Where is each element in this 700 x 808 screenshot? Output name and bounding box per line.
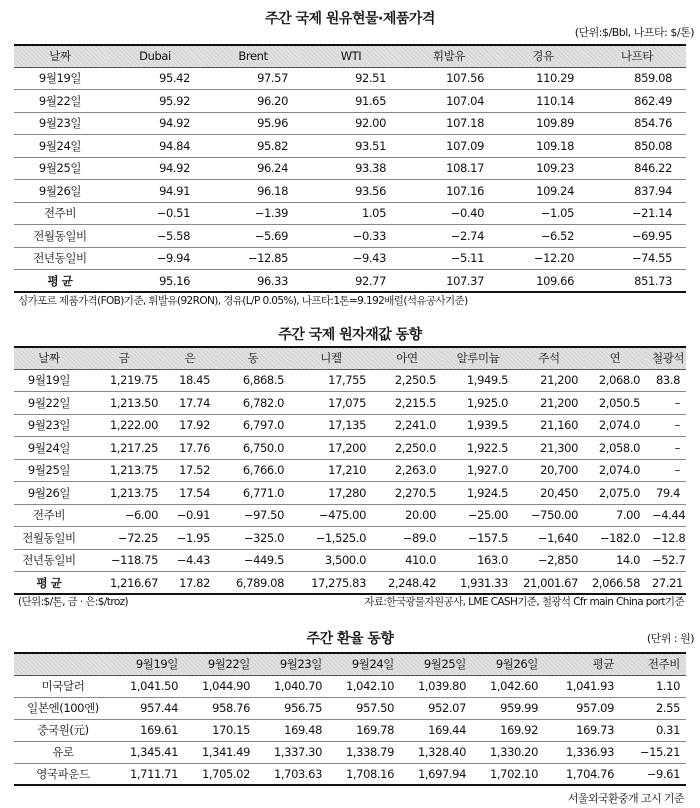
table-cell: 79.4 bbox=[646, 482, 686, 505]
table-cell: −2,850 bbox=[514, 549, 584, 572]
row-label: 9월22일 bbox=[14, 90, 106, 113]
table-cell: 94.84 bbox=[106, 135, 204, 158]
row-label: 유로 bbox=[14, 741, 112, 763]
table-cell: 1,705.02 bbox=[184, 763, 256, 785]
fx-section-title: 주간 환율 동향 bbox=[306, 631, 394, 647]
table-cell: 17.74 bbox=[164, 392, 216, 415]
table-cell: −325.0 bbox=[216, 527, 290, 550]
oil-section-title: 주간 국제 원유현물·제품가격 bbox=[265, 11, 435, 27]
table-cell: 92.51 bbox=[302, 67, 400, 90]
table-cell: −1.05 bbox=[498, 202, 588, 225]
table-cell: −97.50 bbox=[216, 504, 290, 527]
table-row bbox=[14, 527, 686, 550]
table-cell: – bbox=[646, 392, 686, 415]
table-cell: 2,270.5 bbox=[372, 482, 442, 505]
table-cell: −12.20 bbox=[498, 247, 588, 270]
table-cell: 2,215.5 bbox=[372, 392, 442, 415]
metals-price-table bbox=[14, 346, 686, 595]
row-label: 일본엔(100엔) bbox=[14, 697, 112, 719]
table-row bbox=[14, 369, 686, 392]
table-cell: 959.99 bbox=[472, 697, 544, 719]
column-header: 날짜 bbox=[14, 45, 106, 67]
table-cell: 952.07 bbox=[400, 697, 472, 719]
table-cell: 109.66 bbox=[498, 270, 588, 293]
table-row bbox=[14, 90, 686, 113]
table-cell: −5.11 bbox=[400, 247, 498, 270]
table-cell: −1.39 bbox=[204, 202, 302, 225]
table-cell: 956.75 bbox=[256, 697, 328, 719]
row-label: 전주비 bbox=[14, 504, 84, 527]
column-header: 휘발유 bbox=[400, 45, 498, 67]
table-cell: −4.44 bbox=[646, 504, 686, 527]
column-header: 전주비 bbox=[620, 653, 686, 675]
table-row bbox=[14, 763, 686, 785]
table-cell: 92.00 bbox=[302, 112, 400, 135]
table-cell: 97.57 bbox=[204, 67, 302, 90]
table-cell: 2,248.42 bbox=[372, 572, 442, 595]
table-cell: 2,250.0 bbox=[372, 437, 442, 460]
metals-section-title: 주간 국제 원자재값 동향 bbox=[278, 327, 422, 343]
table-cell: 1.10 bbox=[620, 675, 686, 697]
table-cell: 2,058.0 bbox=[584, 437, 646, 460]
table-cell: 17,275.83 bbox=[290, 572, 372, 595]
table-row bbox=[14, 270, 686, 293]
column-header: 9월25일 bbox=[400, 653, 472, 675]
column-header: 9월19일 bbox=[112, 653, 184, 675]
table-cell: 17,135 bbox=[290, 414, 372, 437]
table-cell: 170.15 bbox=[184, 719, 256, 741]
table-cell: 1,925.0 bbox=[442, 392, 514, 415]
table-cell: 14.0 bbox=[584, 549, 646, 572]
table-row bbox=[14, 180, 686, 203]
table-cell: 21,200 bbox=[514, 392, 584, 415]
table-cell: – bbox=[646, 414, 686, 437]
table-cell: 17.52 bbox=[164, 459, 216, 482]
table-cell: 2,074.0 bbox=[584, 414, 646, 437]
table-cell: 107.16 bbox=[400, 180, 498, 203]
table-cell: 2,263.0 bbox=[372, 459, 442, 482]
table-cell: 1,931.33 bbox=[442, 572, 514, 595]
table-cell: 93.51 bbox=[302, 135, 400, 158]
table-row bbox=[14, 549, 686, 572]
table-cell: 1.05 bbox=[302, 202, 400, 225]
table-cell: 169.44 bbox=[400, 719, 472, 741]
table-cell: 96.20 bbox=[204, 90, 302, 113]
row-label: 9월24일 bbox=[14, 437, 84, 460]
table-cell: 95.16 bbox=[106, 270, 204, 293]
table-row bbox=[14, 437, 686, 460]
table-cell: 1,337.30 bbox=[256, 741, 328, 763]
table-row bbox=[14, 225, 686, 248]
table-cell: −69.95 bbox=[588, 225, 686, 248]
table-cell: 6,766.0 bbox=[216, 459, 290, 482]
table-cell: 95.92 bbox=[106, 90, 204, 113]
table-cell: −750.00 bbox=[514, 504, 584, 527]
table-cell: 107.37 bbox=[400, 270, 498, 293]
table-cell: 21,300 bbox=[514, 437, 584, 460]
table-row bbox=[14, 572, 686, 595]
table-cell: 21,200 bbox=[514, 369, 584, 392]
table-cell: 7.00 bbox=[584, 504, 646, 527]
table-cell: 1,703.63 bbox=[256, 763, 328, 785]
table-cell: 1,949.5 bbox=[442, 369, 514, 392]
table-cell: 957.44 bbox=[112, 697, 184, 719]
table-cell: 107.18 bbox=[400, 112, 498, 135]
row-label: 9월19일 bbox=[14, 369, 84, 392]
column-header: 주석 bbox=[514, 347, 584, 369]
table-row bbox=[14, 459, 686, 482]
table-cell: 93.56 bbox=[302, 180, 400, 203]
table-cell: – bbox=[646, 437, 686, 460]
table-cell: 110.14 bbox=[498, 90, 588, 113]
row-label: 전월동일비 bbox=[14, 527, 84, 550]
table-cell: 20.00 bbox=[372, 504, 442, 527]
table-cell: 95.82 bbox=[204, 135, 302, 158]
table-cell: 410.0 bbox=[372, 549, 442, 572]
table-cell: 1,217.25 bbox=[84, 437, 164, 460]
table-cell: 1,924.5 bbox=[442, 482, 514, 505]
column-header: Dubai bbox=[106, 45, 204, 67]
table-cell: 957.09 bbox=[544, 697, 620, 719]
table-cell: −9.61 bbox=[620, 763, 686, 785]
table-cell: −74.55 bbox=[588, 247, 686, 270]
table-cell: 1,213.50 bbox=[84, 392, 164, 415]
table-cell: 1,041.93 bbox=[544, 675, 620, 697]
table-cell: −52.7 bbox=[646, 549, 686, 572]
fx-unit-note: (단위 : 원) bbox=[646, 632, 694, 645]
row-label: 9월22일 bbox=[14, 392, 84, 415]
table-cell: 1,336.93 bbox=[544, 741, 620, 763]
table-cell: 169.48 bbox=[256, 719, 328, 741]
table-cell: 94.92 bbox=[106, 157, 204, 180]
table-row bbox=[14, 414, 686, 437]
table-cell: 2.55 bbox=[620, 697, 686, 719]
column-header: 9월24일 bbox=[328, 653, 400, 675]
table-cell: 846.22 bbox=[588, 157, 686, 180]
table-cell: −0.33 bbox=[302, 225, 400, 248]
table-cell: 96.24 bbox=[204, 157, 302, 180]
table-cell: 850.08 bbox=[588, 135, 686, 158]
table-cell: −9.43 bbox=[302, 247, 400, 270]
table-cell: 6,789.08 bbox=[216, 572, 290, 595]
oil-price-table bbox=[14, 44, 686, 293]
table-cell: 958.76 bbox=[184, 697, 256, 719]
table-cell: 17.54 bbox=[164, 482, 216, 505]
table-cell: −72.25 bbox=[84, 527, 164, 550]
oil-footnote: 싱가포르 제품가격(FOB)기준, 휘발유(92RON), 경유(L/P 0.05%), 나프타:1톤=9.192배럴(석유공사기준) bbox=[18, 295, 468, 307]
column-header: 동 bbox=[216, 347, 290, 369]
table-cell: 1,697.94 bbox=[400, 763, 472, 785]
table-cell: 20,450 bbox=[514, 482, 584, 505]
row-label: 평 균 bbox=[14, 270, 106, 293]
table-row bbox=[14, 202, 686, 225]
table-cell: −12.85 bbox=[204, 247, 302, 270]
table-cell: 93.38 bbox=[302, 157, 400, 180]
table-cell: 17.92 bbox=[164, 414, 216, 437]
table-cell: 1,708.16 bbox=[328, 763, 400, 785]
table-cell: −4.43 bbox=[164, 549, 216, 572]
table-cell: 6,750.0 bbox=[216, 437, 290, 460]
table-cell: 92.77 bbox=[302, 270, 400, 293]
row-label: 전월동일비 bbox=[14, 225, 106, 248]
table-cell: 6,771.0 bbox=[216, 482, 290, 505]
row-label: 영국파운드 bbox=[14, 763, 112, 785]
table-cell: 169.61 bbox=[112, 719, 184, 741]
table-cell: 96.18 bbox=[204, 180, 302, 203]
row-label: 9월26일 bbox=[14, 482, 84, 505]
metals-source-note: 자료:한국광물자원공사, LME CASH기준, 철광석 Cfr main China port기준 bbox=[364, 596, 684, 608]
table-row bbox=[14, 675, 686, 697]
column-header: 평균 bbox=[544, 653, 620, 675]
table-cell: 1,927.0 bbox=[442, 459, 514, 482]
table-cell: 163.0 bbox=[442, 549, 514, 572]
column-header: Brent bbox=[204, 45, 302, 67]
row-label: 평 균 bbox=[14, 572, 84, 595]
row-label: 9월26일 bbox=[14, 180, 106, 203]
table-row bbox=[14, 719, 686, 741]
table-cell: 109.24 bbox=[498, 180, 588, 203]
table-cell: −1.95 bbox=[164, 527, 216, 550]
table-cell: 17,280 bbox=[290, 482, 372, 505]
row-label: 9월23일 bbox=[14, 414, 84, 437]
row-label: 미국달러 bbox=[14, 675, 112, 697]
table-cell: 6,797.0 bbox=[216, 414, 290, 437]
table-cell: 109.89 bbox=[498, 112, 588, 135]
row-label: 9월23일 bbox=[14, 112, 106, 135]
table-cell: −6.52 bbox=[498, 225, 588, 248]
row-label: 전년동일비 bbox=[14, 247, 106, 270]
table-cell: −118.75 bbox=[84, 549, 164, 572]
table-cell: 1,338.79 bbox=[328, 741, 400, 763]
table-cell: 169.78 bbox=[328, 719, 400, 741]
table-cell: 1,213.75 bbox=[84, 482, 164, 505]
table-cell: −475.00 bbox=[290, 504, 372, 527]
table-row bbox=[14, 697, 686, 719]
column-header: 연 bbox=[584, 347, 646, 369]
column-header: 아연 bbox=[372, 347, 442, 369]
table-cell: 20,700 bbox=[514, 459, 584, 482]
table-cell: −6.00 bbox=[84, 504, 164, 527]
table-cell: 854.76 bbox=[588, 112, 686, 135]
table-row bbox=[14, 392, 686, 415]
table-cell: 1,041.50 bbox=[112, 675, 184, 697]
column-header: 경유 bbox=[498, 45, 588, 67]
column-header: 은 bbox=[164, 347, 216, 369]
row-label: 9월24일 bbox=[14, 135, 106, 158]
table-row bbox=[14, 67, 686, 90]
table-cell: 21,160 bbox=[514, 414, 584, 437]
table-cell: 2,074.0 bbox=[584, 459, 646, 482]
table-cell: 169.73 bbox=[544, 719, 620, 741]
table-cell: 1,042.60 bbox=[472, 675, 544, 697]
table-cell: 110.29 bbox=[498, 67, 588, 90]
table-cell: −25.00 bbox=[442, 504, 514, 527]
table-cell: – bbox=[646, 459, 686, 482]
table-cell: 107.04 bbox=[400, 90, 498, 113]
table-cell: 1,044.90 bbox=[184, 675, 256, 697]
table-cell: 1,711.71 bbox=[112, 763, 184, 785]
table-cell: 1,042.10 bbox=[328, 675, 400, 697]
column-header: 9월22일 bbox=[184, 653, 256, 675]
table-cell: −0.51 bbox=[106, 202, 204, 225]
column-header: 나프타 bbox=[588, 45, 686, 67]
table-cell: −89.0 bbox=[372, 527, 442, 550]
table-cell: 851.73 bbox=[588, 270, 686, 293]
row-label: 9월19일 bbox=[14, 67, 106, 90]
column-header: 금 bbox=[84, 347, 164, 369]
table-cell: 862.49 bbox=[588, 90, 686, 113]
table-cell: 17,210 bbox=[290, 459, 372, 482]
table-cell: 109.23 bbox=[498, 157, 588, 180]
column-header: 날짜 bbox=[14, 347, 84, 369]
table-row bbox=[14, 112, 686, 135]
table-cell: 2,050.5 bbox=[584, 392, 646, 415]
table-cell: 1,216.67 bbox=[84, 572, 164, 595]
table-header-row bbox=[14, 347, 686, 369]
table-cell: 1,328.40 bbox=[400, 741, 472, 763]
table-cell: 95.42 bbox=[106, 67, 204, 90]
table-cell: 859.08 bbox=[588, 67, 686, 90]
table-cell: 91.65 bbox=[302, 90, 400, 113]
table-cell: 107.09 bbox=[400, 135, 498, 158]
table-cell: −5.69 bbox=[204, 225, 302, 248]
table-cell: 1,330.20 bbox=[472, 741, 544, 763]
table-cell: 1,341.49 bbox=[184, 741, 256, 763]
table-cell: 1,702.10 bbox=[472, 763, 544, 785]
table-header-row bbox=[14, 45, 686, 67]
table-cell: 1,213.75 bbox=[84, 459, 164, 482]
fx-rate-table bbox=[14, 652, 686, 786]
table-cell: −449.5 bbox=[216, 549, 290, 572]
table-cell: −21.14 bbox=[588, 202, 686, 225]
table-cell: 1,222.00 bbox=[84, 414, 164, 437]
table-cell: 17,200 bbox=[290, 437, 372, 460]
table-cell: 3,500.0 bbox=[290, 549, 372, 572]
table-cell: 169.92 bbox=[472, 719, 544, 741]
table-cell: −12.8 bbox=[646, 527, 686, 550]
column-header: 니켈 bbox=[290, 347, 372, 369]
table-cell: 95.96 bbox=[204, 112, 302, 135]
table-cell: −15.21 bbox=[620, 741, 686, 763]
table-cell: 1,939.5 bbox=[442, 414, 514, 437]
table-cell: 2,241.0 bbox=[372, 414, 442, 437]
table-cell: 1,922.5 bbox=[442, 437, 514, 460]
table-cell: 17,075 bbox=[290, 392, 372, 415]
table-cell: 1,704.76 bbox=[544, 763, 620, 785]
table-cell: 2,250.5 bbox=[372, 369, 442, 392]
table-cell: 2,075.0 bbox=[584, 482, 646, 505]
table-cell: 1,039.80 bbox=[400, 675, 472, 697]
table-cell: −5.58 bbox=[106, 225, 204, 248]
table-cell: −9.94 bbox=[106, 247, 204, 270]
table-cell: 21,001.67 bbox=[514, 572, 584, 595]
table-cell: 94.92 bbox=[106, 112, 204, 135]
table-cell: 109.18 bbox=[498, 135, 588, 158]
column-header: 9월26일 bbox=[472, 653, 544, 675]
table-cell: −2.74 bbox=[400, 225, 498, 248]
table-header-row bbox=[14, 653, 686, 675]
column-header: 알루미늄 bbox=[442, 347, 514, 369]
row-label: 9월25일 bbox=[14, 459, 84, 482]
table-row bbox=[14, 247, 686, 270]
table-cell: 17.82 bbox=[164, 572, 216, 595]
table-row bbox=[14, 741, 686, 763]
row-label: 9월25일 bbox=[14, 157, 106, 180]
table-cell: 6,782.0 bbox=[216, 392, 290, 415]
table-row bbox=[14, 157, 686, 180]
table-cell: 957.50 bbox=[328, 697, 400, 719]
table-row bbox=[14, 135, 686, 158]
table-cell: 107.56 bbox=[400, 67, 498, 90]
table-cell: 1,040.70 bbox=[256, 675, 328, 697]
table-cell: 83.8 bbox=[646, 369, 686, 392]
metals-unit-note: (단위:$/톤, 금 · 은:$/troz) bbox=[18, 596, 129, 608]
column-header: WTI bbox=[302, 45, 400, 67]
table-cell: 2,068.0 bbox=[584, 369, 646, 392]
table-cell: −157.5 bbox=[442, 527, 514, 550]
table-cell: 1,219.75 bbox=[84, 369, 164, 392]
column-header bbox=[14, 653, 112, 675]
table-cell: 837.94 bbox=[588, 180, 686, 203]
row-label: 전주비 bbox=[14, 202, 106, 225]
row-label: 전년동일비 bbox=[14, 549, 84, 572]
fx-source-note: 서울외국환중개 고시 기준 bbox=[567, 792, 684, 805]
table-cell: 18.45 bbox=[164, 369, 216, 392]
table-cell: 108.17 bbox=[400, 157, 498, 180]
table-cell: −182.0 bbox=[584, 527, 646, 550]
oil-unit-note: (단위:$/Bbl, 나프타: $/톤) bbox=[574, 26, 694, 39]
table-cell: −0.40 bbox=[400, 202, 498, 225]
table-cell: 0.31 bbox=[620, 719, 686, 741]
table-row bbox=[14, 482, 686, 505]
table-cell: 1,345.41 bbox=[112, 741, 184, 763]
row-label: 중국원(元) bbox=[14, 719, 112, 741]
table-cell: 17,755 bbox=[290, 369, 372, 392]
column-header: 철광석 bbox=[646, 347, 686, 369]
table-cell: 2,066.58 bbox=[584, 572, 646, 595]
table-cell: −1,525.0 bbox=[290, 527, 372, 550]
table-cell: −1,640 bbox=[514, 527, 584, 550]
table-cell: 96.33 bbox=[204, 270, 302, 293]
table-cell: 27.21 bbox=[646, 572, 686, 595]
table-row bbox=[14, 504, 686, 527]
table-cell: 94.91 bbox=[106, 180, 204, 203]
column-header: 9월23일 bbox=[256, 653, 328, 675]
table-cell: 6,868.5 bbox=[216, 369, 290, 392]
table-cell: 17.76 bbox=[164, 437, 216, 460]
table-cell: −0.91 bbox=[164, 504, 216, 527]
